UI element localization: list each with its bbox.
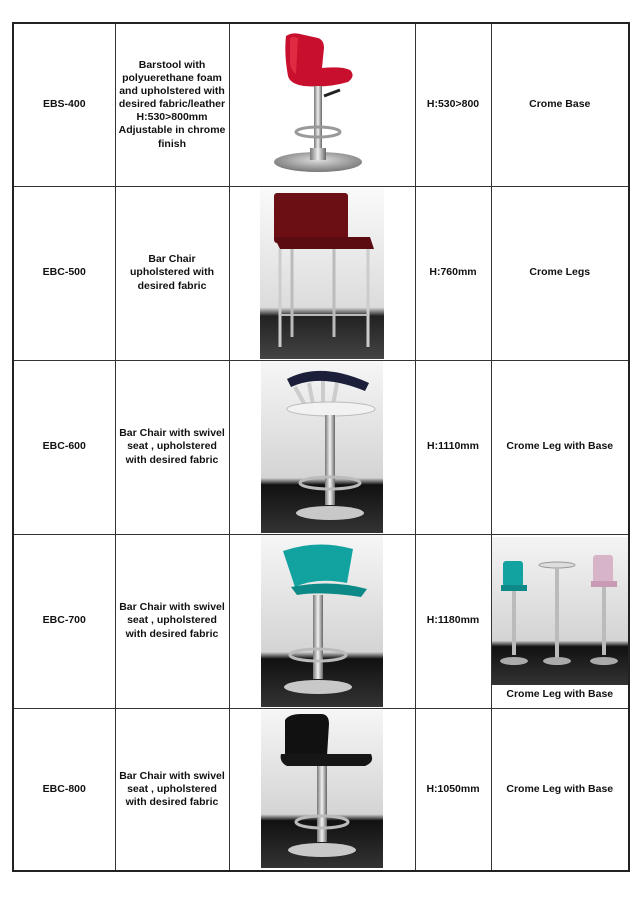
teal-pink-chairs-with-table-photo [491,537,629,685]
product-base-cell [491,534,629,708]
product-height: H:1110mm [415,360,491,534]
product-description: Barstool with polyuerethane foam and upholstered with desired fabric/leather H:530>800mm Adjustable in chrome finish [115,23,229,186]
product-image-cell [229,534,415,708]
product-base: Crome Leg with Base [506,687,614,700]
product-image-cell [229,708,415,871]
product-base: Crome Leg with Base [491,360,629,534]
product-code: EBC-500 [13,186,115,360]
product-height: H:1050mm [415,708,491,871]
table-row [13,186,629,360]
product-code: EBC-700 [13,534,115,708]
product-description: Bar Chair with swivel seat , upholstered with desired fabric [115,534,229,708]
red-barstool-photo [232,24,416,185]
navy-white-swivel-chair-photo [261,361,383,533]
product-height: H:760mm [415,186,491,360]
teal-swivel-chair-photo [261,535,383,707]
product-description: Bar Chair upholstered with desired fabric [115,186,229,360]
product-description: Bar Chair with swivel seat , upholstered with desired fabric [115,360,229,534]
product-description: Bar Chair with swivel seat , upholstered with desired fabric [115,708,229,871]
table-row [13,23,629,186]
table-row [13,708,629,871]
product-code: EBC-800 [13,708,115,871]
product-base: Crome Leg with Base [491,708,629,871]
product-height: H:1180mm [415,534,491,708]
product-base: Crome Base [491,23,629,186]
product-code: EBS-400 [13,23,115,186]
product-table [12,22,630,872]
product-height: H:530>800 [415,23,491,186]
product-image-cell [229,23,415,186]
product-base: Crome Legs [491,186,629,360]
product-image-cell [229,360,415,534]
product-image-cell [229,186,415,360]
table-row [13,360,629,534]
maroon-bar-chair-photo [260,187,384,359]
black-swivel-chair-photo [261,710,383,868]
product-code: EBC-600 [13,360,115,534]
table-row [13,534,629,708]
